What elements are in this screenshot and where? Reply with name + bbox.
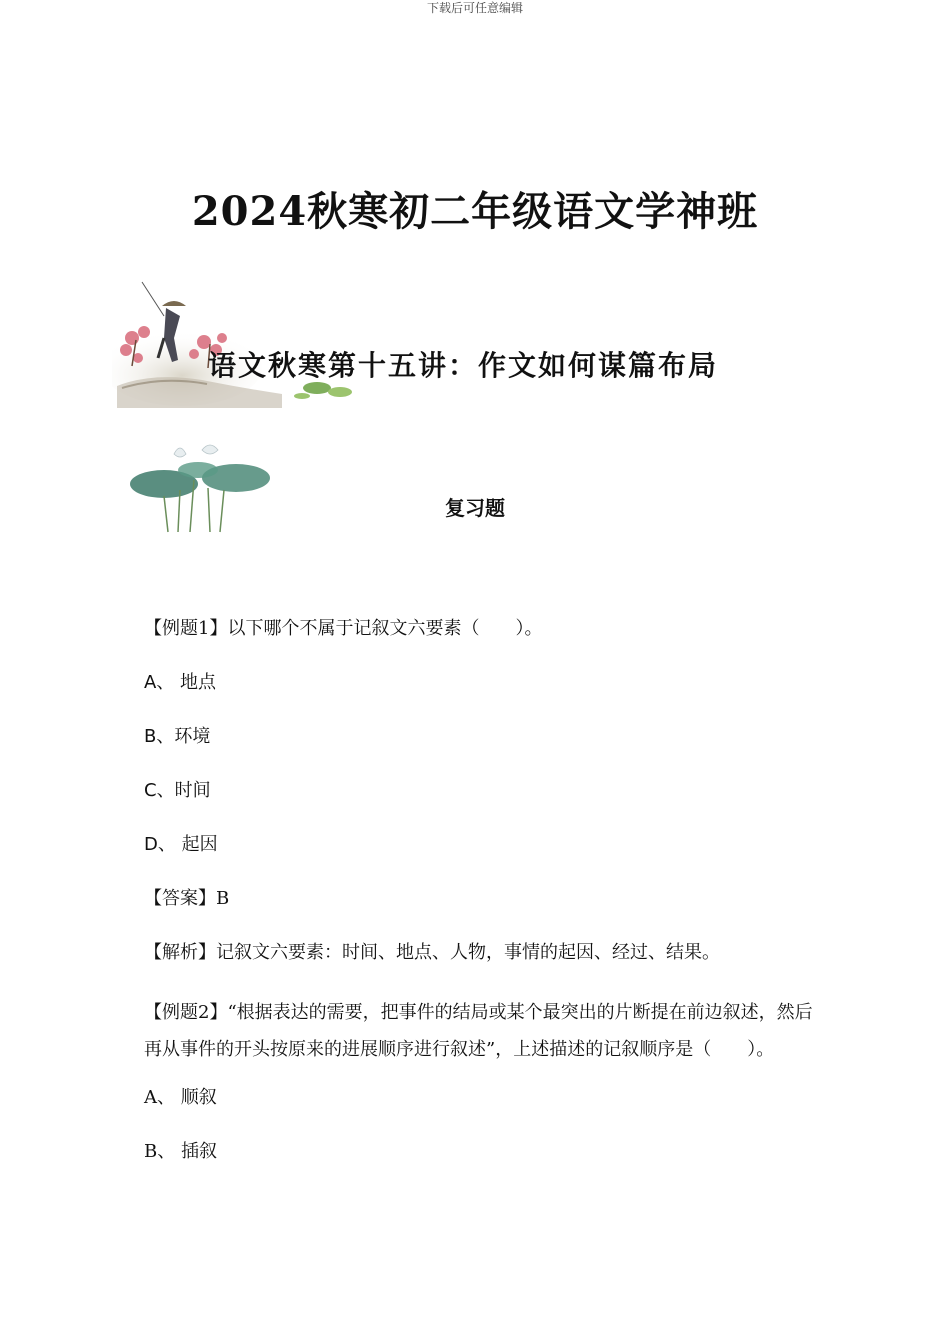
document-title: 2024秋寒初二年级语文学神班 <box>191 188 759 235</box>
fisherman-landscape-illustration <box>112 276 362 408</box>
question-1-stem: 【例题1】以下哪个不属于记叙文六要素（ ）。 <box>144 618 543 639</box>
q2-option-a: A、 顺叙 <box>144 1087 217 1108</box>
q1-option-b: B、环境 <box>144 726 211 747</box>
question-2-stem: 【例题2】“根据表达的需要，把事件的结局或某个最突出的片断提在前边叙述，然后再从事件的开头按原来的进展顺序进行叙述”，上述描述的记叙顺序是（ ）。 <box>144 1002 813 1060</box>
lecture-title: 语文秋寒第十五讲：作文如何谋篇布局 <box>208 349 719 382</box>
q2-option-b: B、 插叙 <box>144 1141 217 1162</box>
lotus-illustration <box>124 440 280 536</box>
q1-option-d: D、 起因 <box>144 834 218 855</box>
q1-analysis: 【解析】记叙文六要素：时间、地点、人物，事情的起因、经过、结果。 <box>144 942 720 963</box>
questions-content <box>144 616 814 1193</box>
page-header-note: 下载后可任意编辑 <box>426 1 523 15</box>
q1-option-c: C、时间 <box>144 780 211 801</box>
section-title: 复习题 <box>445 496 505 520</box>
q1-answer: 【答案】B <box>144 888 230 909</box>
q1-option-a: A、 地点 <box>144 672 217 693</box>
